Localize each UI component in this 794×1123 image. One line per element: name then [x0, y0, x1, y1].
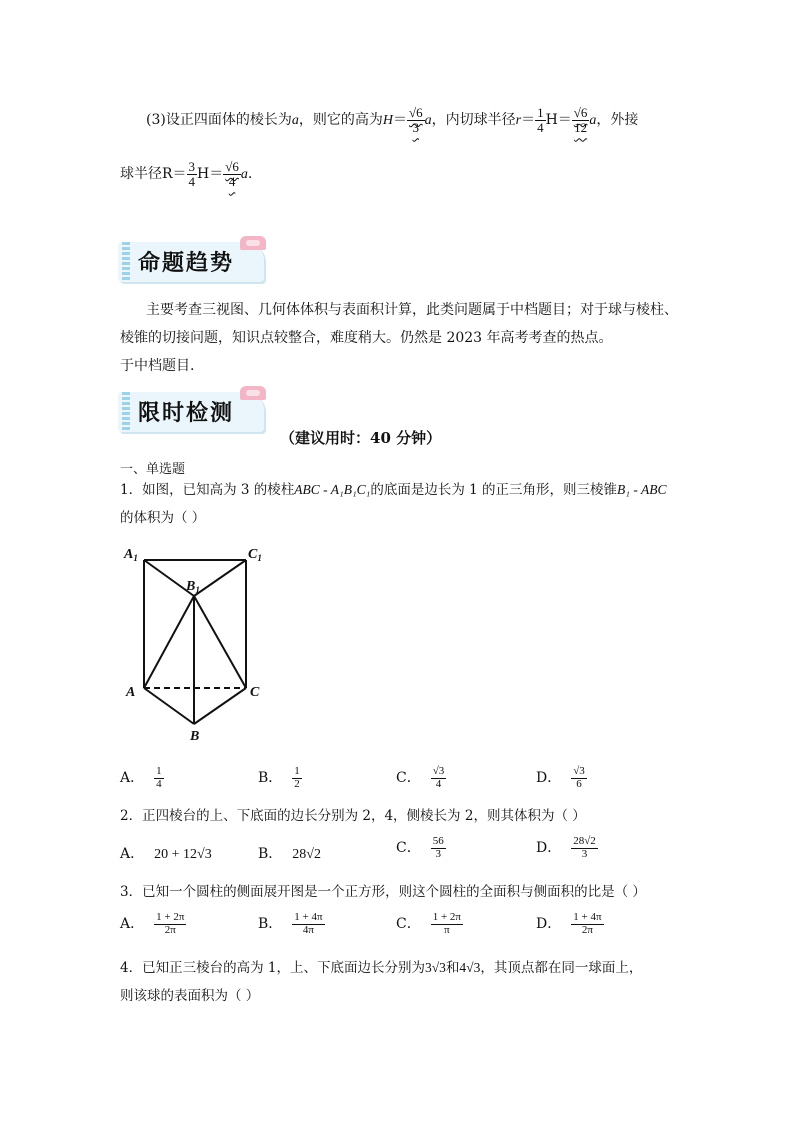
- option-fraction: [154, 912, 186, 936]
- label-B: B: [190, 729, 200, 744]
- denominator: 4π: [302, 923, 314, 936]
- q1-option-c[interactable]: [396, 766, 446, 790]
- q1-option-d[interactable]: [536, 766, 587, 790]
- numerator: 56: [432, 835, 444, 847]
- denominator: 4: [435, 777, 442, 790]
- text: 1．如图，已知高为 3 的棱柱: [120, 482, 295, 498]
- text: ，外接: [596, 112, 639, 129]
- numerator: 1: [156, 765, 162, 777]
- denominator: π: [444, 923, 450, 936]
- option-fraction: [292, 766, 302, 790]
- text: ，内切球半径: [431, 112, 516, 129]
- text: 的底面是边长为 1 的正三角形，则三棱锥: [370, 482, 618, 498]
- var-a: a: [240, 167, 248, 183]
- numerator: 28√2: [573, 835, 596, 847]
- q2-option-d[interactable]: [536, 836, 598, 860]
- question-4-line-2: 则该球的表面积为（ ）: [120, 988, 260, 1004]
- option-fraction: [431, 766, 447, 790]
- denominator: 3: [581, 847, 588, 860]
- prism-figure: [118, 540, 278, 745]
- fraction-three-quarter: [187, 160, 198, 188]
- denominator: 3: [412, 119, 420, 135]
- trend-paragraph-line-3: 于中档题目.: [120, 358, 195, 374]
- question-1-line-1: [120, 480, 666, 500]
- equals: ＝: [209, 166, 224, 183]
- var-R: R: [162, 166, 173, 183]
- text: 球半径: [120, 166, 162, 183]
- denominator: 4: [228, 173, 236, 189]
- q3-option-d[interactable]: [536, 912, 604, 936]
- denominator: 6: [576, 777, 582, 790]
- var-a: a: [291, 113, 299, 129]
- option-fraction: [571, 912, 603, 936]
- option-value: 20 + 12√3: [154, 847, 212, 862]
- option-fraction: [571, 766, 587, 790]
- q3-option-c[interactable]: [396, 912, 463, 936]
- value-3sqrt3: 3√3: [424, 960, 446, 975]
- formula-line-1: [146, 106, 638, 134]
- option-label: B．: [258, 846, 283, 862]
- banner-stripe: [122, 392, 130, 432]
- label-C: C: [250, 685, 260, 700]
- trend-paragraph-line-1: 主要考查三视图、几何体体积与表面积计算，此类问题属于中档题目；对于球与棱柱、: [146, 302, 678, 318]
- var-a: a: [589, 113, 597, 129]
- question-3: 3．已知一个圆柱的侧面展开图是一个正方形，则这个圆柱的全面积与侧面积的比是（ ）: [120, 884, 646, 900]
- numerator: 1 + 4π: [294, 911, 323, 923]
- text: ，则它的高为: [298, 112, 383, 129]
- question-1-line-2: 的体积为（ ）: [120, 510, 206, 526]
- banner-title: 命题趋势: [138, 251, 235, 276]
- option-label: D．: [536, 916, 562, 933]
- numerator: √6: [408, 105, 423, 120]
- edge-B1-A: [144, 596, 194, 688]
- var-H: H: [382, 113, 393, 129]
- option-label: C．: [396, 770, 421, 787]
- denominator: 3: [435, 847, 441, 860]
- time-hint: （建议用时：40 分钟）: [280, 429, 442, 447]
- numerator: 1: [537, 105, 544, 120]
- denominator: 2π: [164, 923, 176, 936]
- equals: ＝: [392, 112, 407, 129]
- edge-C-B: [194, 688, 246, 724]
- option-label: B．: [258, 770, 283, 787]
- section-heading: 一、单选题: [120, 462, 186, 477]
- denominator: 4: [537, 119, 544, 135]
- section-banner-trend: [118, 236, 270, 284]
- equals: ＝: [172, 166, 187, 183]
- option-fraction: [571, 836, 598, 860]
- text: 和: [445, 960, 460, 976]
- fraction-inradius: [572, 106, 590, 134]
- q2-option-a[interactable]: [120, 844, 212, 865]
- page-curl-inner-icon: [246, 390, 260, 396]
- denominator: 4: [188, 173, 196, 189]
- label-C1: $C_1$: [248, 547, 262, 563]
- var-r: r: [515, 113, 522, 129]
- var-H: H: [197, 166, 210, 183]
- text: ，其顶点都在同一球面上，: [480, 960, 643, 976]
- denominator: 2π: [581, 923, 593, 936]
- text: (3)设正四面体的棱长为: [146, 112, 292, 129]
- option-label: D．: [536, 840, 562, 857]
- var-H: H: [545, 112, 558, 129]
- option-fraction: [431, 912, 463, 936]
- option-label: C．: [396, 916, 421, 933]
- fraction-circumradius: [223, 160, 241, 188]
- q2-option-c[interactable]: [396, 836, 446, 860]
- banner-title: 限时检测: [138, 401, 235, 426]
- q3-option-b[interactable]: [258, 912, 325, 936]
- label-A1: $A_1$: [124, 547, 138, 563]
- fraction-height: [407, 106, 425, 134]
- denominator: 4: [156, 777, 162, 790]
- label-A: A: [126, 685, 136, 700]
- option-label: D．: [536, 770, 562, 787]
- q1-option-b[interactable]: [258, 766, 302, 790]
- edge-B1-C: [194, 596, 246, 688]
- var-a: a: [424, 113, 432, 129]
- numerator: √6: [225, 159, 239, 174]
- prism-name: ABC - A₁B₁C₁: [294, 482, 371, 497]
- numerator: √3: [432, 765, 445, 777]
- formula-line-2: [120, 160, 252, 188]
- numerator: 3: [188, 159, 196, 174]
- edge-A-B: [144, 688, 194, 724]
- numerator: 1 + 4π: [573, 911, 602, 923]
- numerator: 1: [294, 765, 300, 777]
- option-fraction: [292, 912, 324, 936]
- text: .: [247, 166, 253, 183]
- edge-C1-B1: [194, 560, 246, 596]
- option-label: A．: [120, 916, 145, 933]
- fraction-quarter: [535, 106, 546, 134]
- option-label: C．: [396, 840, 421, 857]
- denominator: 12: [574, 119, 588, 135]
- numerator: √3: [573, 765, 585, 777]
- label-B1: $B_1$: [186, 579, 200, 595]
- question-4-line-1: [120, 958, 642, 978]
- equals: ＝: [521, 112, 536, 129]
- q2-option-b[interactable]: [258, 844, 321, 865]
- numerator: √6: [573, 105, 588, 120]
- option-label: A．: [120, 770, 145, 787]
- option-label: A．: [120, 846, 145, 862]
- q3-option-a[interactable]: [120, 912, 186, 936]
- section-banner-timed-test: [118, 386, 270, 434]
- equals: ＝: [557, 112, 572, 129]
- banner-stripe: [122, 242, 130, 282]
- value-4sqrt3: 4√3: [459, 960, 481, 975]
- numerator: 1 + 2π: [156, 911, 185, 923]
- option-value: 28√2: [292, 847, 321, 862]
- q1-option-a[interactable]: [120, 766, 164, 790]
- page-curl-inner-icon: [246, 240, 260, 246]
- option-fraction: [154, 766, 164, 790]
- numerator: 1 + 2π: [432, 911, 461, 923]
- text: 4．已知正三棱台的高为 1，上、下底面边长分别为: [120, 960, 425, 976]
- option-fraction: [431, 836, 446, 860]
- option-label: B．: [258, 916, 283, 933]
- pyramid-name: B₁ - ABC: [617, 482, 667, 497]
- question-2: 2．正四棱台的上、下底面的边长分别为 2，4，侧棱长为 2，则其体积为（ ）: [120, 808, 586, 824]
- denominator: 2: [294, 777, 300, 790]
- trend-paragraph-line-2: 棱锥的切接问题，知识点较整合，难度稍大。仍然是 2023 年高考考查的热点。: [120, 330, 613, 346]
